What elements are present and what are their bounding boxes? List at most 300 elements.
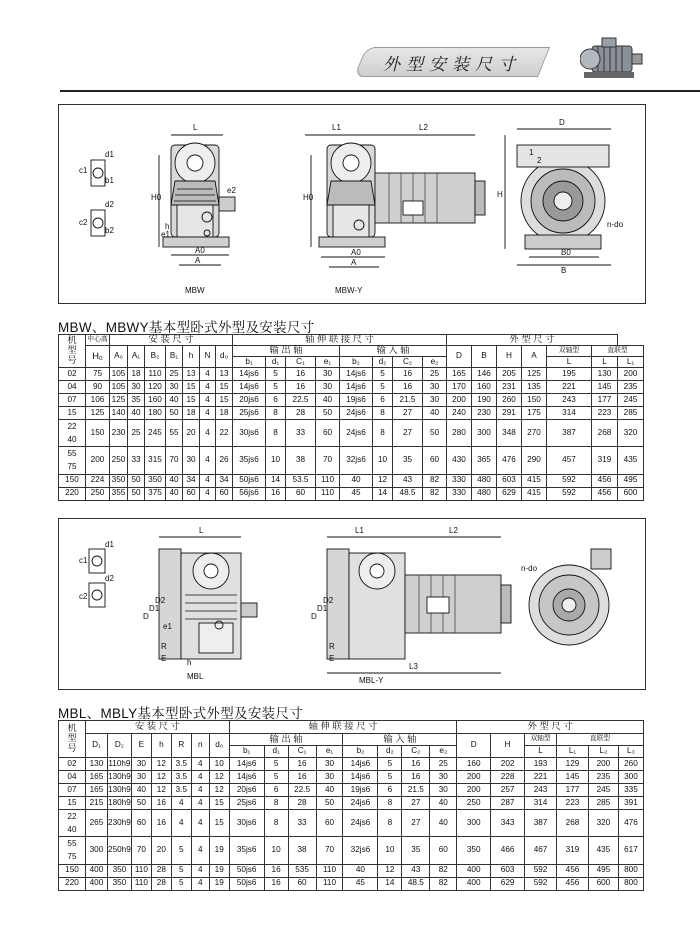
model-number: 55 [67,449,77,459]
table-cell: 5 [264,771,288,784]
table-cell: 4 [191,797,209,810]
table-cell: 110 [145,368,166,381]
table-cell: 355 [110,487,128,500]
table-cell: 50js6 [229,877,264,890]
table-cell: 476 [497,447,522,474]
dim2-R-y: R [329,642,335,651]
table-cell: 25 [430,758,457,771]
table-cell: 456 [557,864,589,877]
table-cell: 12 [209,771,229,784]
table-cell: 300 [85,837,107,864]
table-cell: 110 [316,877,343,890]
table-cell: 8 [266,420,286,447]
table-cell: 35 [128,394,145,407]
model-cell [59,447,86,474]
table-cell: 40 [316,784,343,797]
dim-L1: L1 [332,123,341,132]
table-cell: 400 [457,864,491,877]
table-cell: 4 [200,474,216,487]
table-cell: 15 [59,407,86,420]
table-cell: 8 [378,810,402,837]
table-cell: 28 [151,877,171,890]
table-cell: 140 [110,407,128,420]
table-row [59,487,644,500]
table-cell: 350 [457,837,491,864]
table-cell: 56js6 [233,487,266,500]
table-cell: 12 [151,784,171,797]
table-cell: 387 [547,420,592,447]
table-cell: 40 [340,474,373,487]
dim2-D2: D2 [155,596,166,605]
table-cell: 135 [522,381,547,394]
table-cell: 4 [200,407,216,420]
table-cell: 592 [547,474,592,487]
table-cell: 5 [373,368,393,381]
table-cell: 20 [151,837,171,864]
table-cell: 165 [85,784,107,797]
table-cell: 30 [423,381,447,394]
table-cell: 40 [166,394,183,407]
table-cell: 223 [592,407,618,420]
table-cell: 35 [393,447,423,474]
table-cell: 50 [423,420,447,447]
table-cell: 15 [216,394,233,407]
table-cell: 18 [128,368,145,381]
t1-sub-11: e₁ [316,357,340,368]
table-cell: 4 [191,771,209,784]
t1-sub-12: b₂ [340,357,373,368]
table-cell: 231 [497,381,522,394]
model-number: 55 [67,839,77,849]
t1-body [59,368,644,501]
table-cell: 50 [316,407,340,420]
t2-sub-5: n [191,734,209,758]
table-cell: 480 [472,487,497,500]
t1-sub-0: H₀ [86,346,110,368]
t1-sub-5: h [183,346,200,368]
table-cell: 5 [378,771,402,784]
table-cell: 125 [522,368,547,381]
table-cell: 30 [316,758,343,771]
table-cell: 106 [86,394,110,407]
table-cell: 200 [86,447,110,474]
table-cell: 235 [618,381,644,394]
table-cell: 130 [85,758,107,771]
table-cell: 270 [522,420,547,447]
t2-head-shuru: 输 入 轴 [343,734,457,746]
table-cell: 04 [59,381,86,394]
t2-head-anzhuang: 安 装 尺 寸 [85,721,229,734]
table-cell: 319 [557,837,589,864]
table-cell: 4 [191,810,209,837]
t1-sub-7: d₀ [216,346,233,368]
table-cell: 35js6 [233,447,266,474]
table-cell: 16 [264,864,288,877]
view-label-mbw: MBW [185,286,205,295]
t1-head-jixinghao: 机型号 [67,335,77,365]
table-row [59,368,644,381]
model-number: 22 [67,812,77,821]
model-number: 40 [67,435,77,445]
table-cell: 415 [522,487,547,500]
t1-sub-4: B₁ [166,346,183,368]
table-cell: 15 [59,797,86,810]
table-cell: 150 [86,420,110,447]
table-cell: 35js6 [229,837,264,864]
table-cell: 70 [316,837,343,864]
t2-head-shuangzhou: 双轴型 [525,734,557,746]
table-cell: 34 [216,474,233,487]
table-cell: 600 [588,877,618,890]
t2-sub-15: D [457,734,491,758]
table-cell: 43 [402,864,430,877]
dim2-R: R [161,642,167,651]
model-cell [59,420,86,447]
table-cell: 19 [209,864,229,877]
table-cell: 268 [592,420,618,447]
table-cell: 30 [166,381,183,394]
table-cell: 24js6 [343,810,378,837]
table-cell: 8 [264,797,288,810]
mbw-drawing [59,105,645,303]
table-cell: 6 [378,784,402,797]
t2-sub-14: e₂ [430,746,457,758]
table-cell: 467 [525,837,557,864]
table-row [59,837,644,864]
t2-sub-18: L₁ [557,746,589,758]
table-cell: 21.5 [393,394,423,407]
table-cell: 60 [423,447,447,474]
table-cell: 268 [557,810,589,837]
dim-H0: H0 [151,193,162,202]
table-cell: 129 [557,758,589,771]
table-cell: 250 [86,487,110,500]
table-cell: 195 [547,368,592,381]
table-cell: 300 [618,771,643,784]
table-cell: 592 [525,864,557,877]
spec-table-mbw [58,334,644,501]
table-cell: 177 [557,784,589,797]
table-cell: 125 [110,394,128,407]
drawing-panel-mbl [58,518,646,690]
table-cell: 40 [316,394,340,407]
table-cell: 456 [592,487,618,500]
table-cell: 343 [491,810,525,837]
dim2-L2: L2 [449,526,458,535]
table-cell: 335 [618,784,643,797]
t1-sub-13: d₂ [373,357,393,368]
table-cell: 160 [457,758,491,771]
table-cell: 400 [457,877,491,890]
table-cell: 12 [378,864,402,877]
table-cell: 6 [266,394,286,407]
table-cell: 90 [86,381,110,394]
table-cell: 495 [588,864,618,877]
table-cell: 629 [491,877,525,890]
t1-head-zhongxingao: 中心高 [86,335,110,346]
table-row [59,407,644,420]
table-cell: 110 [316,864,343,877]
table-cell: 146 [472,368,497,381]
table-cell: 190 [472,394,497,407]
model-number: 75 [67,462,77,472]
table-cell: 4 [200,394,216,407]
table-cell: 110h9 [107,758,131,771]
table-cell: 55 [166,420,183,447]
dim2-D-y: D [311,612,317,621]
table-cell: 22 [216,420,233,447]
t2-sub-0: D₁ [85,734,107,758]
table-cell: 243 [525,784,557,797]
table-cell: 16 [393,381,423,394]
table-cell: 15 [209,810,229,837]
table-cell: 13 [183,368,200,381]
table-cell: 145 [592,381,618,394]
table-cell: 16 [402,771,430,784]
table-cell: 28 [151,864,171,877]
model-number: 75 [67,852,77,862]
drawing-panel-mbw [58,104,646,304]
table-cell: 456 [557,877,589,890]
table-cell: 466 [491,837,525,864]
t1-sub-21: L [592,357,618,368]
table-cell: 285 [618,407,644,420]
table-cell: 4 [200,420,216,447]
table-cell: 250 [110,447,128,474]
table-cell: 16 [288,758,316,771]
table-cell: 280 [447,420,472,447]
table-cell: 603 [491,864,525,877]
table-cell: 130 [592,368,618,381]
table-cell: 3.5 [171,784,191,797]
t2-sub-2: E [131,734,151,758]
table-cell: 43 [393,474,423,487]
dim-d1: d1 [105,150,114,159]
table-cell: 10 [266,447,286,474]
t2-body [59,758,644,891]
table-cell: 20 [183,420,200,447]
table-cell: 223 [557,797,589,810]
table-cell: 40 [166,474,183,487]
table-cell: 315 [145,447,166,474]
table-cell: 30js6 [229,810,264,837]
table-cell: 375 [145,487,166,500]
table-cell: 215 [85,797,107,810]
table-cell: 45 [340,487,373,500]
t2-sub-20: L₃ [618,746,643,758]
table-cell: 110 [316,487,340,500]
dim2-L: L [199,526,204,535]
dim-c2: c2 [79,218,88,227]
dim-h: h [165,222,170,231]
dim2-D1: D1 [149,604,160,613]
table-cell: 205 [497,368,522,381]
table-cell: 14 [378,877,402,890]
dim-A-y: A [351,258,357,267]
table-cell: 350 [107,877,131,890]
dim2-c1: c1 [79,556,88,565]
t2-sub-10: e₁ [316,746,343,758]
table-cell: 145 [557,771,589,784]
t2-head-shuchu: 输 出 轴 [229,734,343,746]
table-cell: 5 [266,381,286,394]
motor-thumbnail-icon [580,28,650,88]
t2-sub-6: d₀ [209,734,229,758]
table-cell: 387 [525,810,557,837]
table-cell: 27 [393,407,423,420]
table-cell: 228 [491,771,525,784]
table-cell: 480 [472,474,497,487]
dim-L: L [193,123,198,132]
table-cell: 150 [59,864,86,877]
table-cell: 5 [171,877,191,890]
table-cell: 330 [447,474,472,487]
table-cell: 130h9 [107,784,131,797]
t1-sub-3: B₂ [145,346,166,368]
table-cell: 21.5 [402,784,430,797]
table-cell: 60 [183,487,200,500]
section1-title: MBW、MBWY基本型卧式外型及安装尺寸 [58,320,315,335]
table-cell: 4 [191,864,209,877]
table-cell: 82 [430,877,457,890]
table-cell: 20js6 [233,394,266,407]
t1-head-shuchu: 输 出 轴 [233,346,340,357]
table-cell: 02 [59,758,86,771]
table-cell: 22.5 [288,784,316,797]
table-cell: 53.5 [286,474,316,487]
table-cell: 25js6 [229,797,264,810]
table-cell: 02 [59,368,86,381]
dim2-E: E [161,654,167,663]
table-cell: 14js6 [343,771,378,784]
table-cell: 33 [288,810,316,837]
table-cell: 320 [618,420,644,447]
table-cell: 10 [378,837,402,864]
t1-sub-20: L [547,357,592,368]
table-cell: 14js6 [233,368,266,381]
dim-H: H [497,190,503,199]
table-cell: 314 [525,797,557,810]
table-cell: 16 [151,797,171,810]
dim-e2: e2 [227,186,236,195]
table-cell: 50 [128,487,145,500]
dim-d2: d2 [105,200,114,209]
t1-head-zhilian: 直联型 [592,346,644,357]
t2-head-waixing: 外 型 尺 寸 [457,721,644,734]
table-cell: 165 [447,368,472,381]
spec-table-mbl [58,720,644,891]
t2-sub-16: H [491,734,525,758]
table-row [59,784,644,797]
t1-head-shuangzhou: 双轴型 [547,346,592,357]
t2-sub-3: h [151,734,171,758]
table-cell: 221 [547,381,592,394]
table-cell: 220 [59,487,86,500]
table-cell: 04 [59,771,86,784]
t1-sub-8: b₁ [233,357,266,368]
dim2-D2-y: D2 [323,596,334,605]
table-cell: 60 [216,487,233,500]
table-cell: 25js6 [233,407,266,420]
t1-head-anzhuang: 安 装 尺 寸 [110,335,233,346]
table-cell: 110 [131,877,151,890]
table-row [59,394,644,407]
table-cell: 40 [166,487,183,500]
table-cell: 3.5 [171,771,191,784]
view-label-mbwy: MBW-Y [335,286,363,295]
table-cell: 170 [447,381,472,394]
table-cell: 230 [110,420,128,447]
table-cell: 30 [316,771,343,784]
table-cell: 150 [522,394,547,407]
table-cell: 12 [151,758,171,771]
dim-ndo: n-do [607,220,624,229]
table-cell: 24js6 [340,407,373,420]
t2-sub-4: R [171,734,191,758]
table-cell: 130h9 [107,771,131,784]
model-cell [59,810,86,837]
table-cell: 287 [491,797,525,810]
table-cell: 150 [59,474,86,487]
t2-sub-9: C₁ [288,746,316,758]
table-cell: 10 [373,447,393,474]
table-row [59,877,644,890]
table-cell: 257 [491,784,525,797]
table-cell: 8 [378,797,402,810]
t2-sub-19: L₂ [588,746,618,758]
model-number: 22 [67,422,77,431]
table-cell: 240 [447,407,472,420]
table-cell: 30js6 [233,420,266,447]
table-cell: 400 [85,877,107,890]
table-cell: 40 [430,810,457,837]
table-cell: 177 [592,394,618,407]
dim-c1: c1 [79,166,88,175]
t2-sub-8: d₁ [264,746,288,758]
dim-A: A [195,256,201,265]
table-cell: 260 [497,394,522,407]
table-cell: 60 [286,487,316,500]
table-cell: 12 [151,771,171,784]
page-title: 外型安装尺寸 [383,55,521,74]
table-cell: 16 [393,368,423,381]
t1-sub-2: A₁ [128,346,145,368]
table-cell: 4 [191,758,209,771]
table-cell: 27 [402,810,430,837]
table-cell: 30 [430,784,457,797]
table-cell: 5 [171,837,191,864]
table-cell: 12 [373,474,393,487]
table-cell: 4 [200,447,216,474]
table-cell: 415 [522,474,547,487]
table-cell: 70 [131,837,151,864]
table-cell: 30 [430,771,457,784]
table-cell: 07 [59,784,86,797]
table-cell: 28 [286,407,316,420]
table-cell: 60 [316,420,340,447]
dim2-d1: d1 [105,540,114,549]
table-cell: 40 [430,797,457,810]
table-cell: 800 [618,864,643,877]
t1-sub-19: A [522,346,547,368]
table-cell: 40 [343,864,378,877]
t1-sub-16: D [447,346,472,368]
table-cell: 30 [128,381,145,394]
table-cell: 30 [131,758,151,771]
table-cell: 400 [85,864,107,877]
table-cell: 40 [128,407,145,420]
dim2-E-y: E [329,654,335,663]
